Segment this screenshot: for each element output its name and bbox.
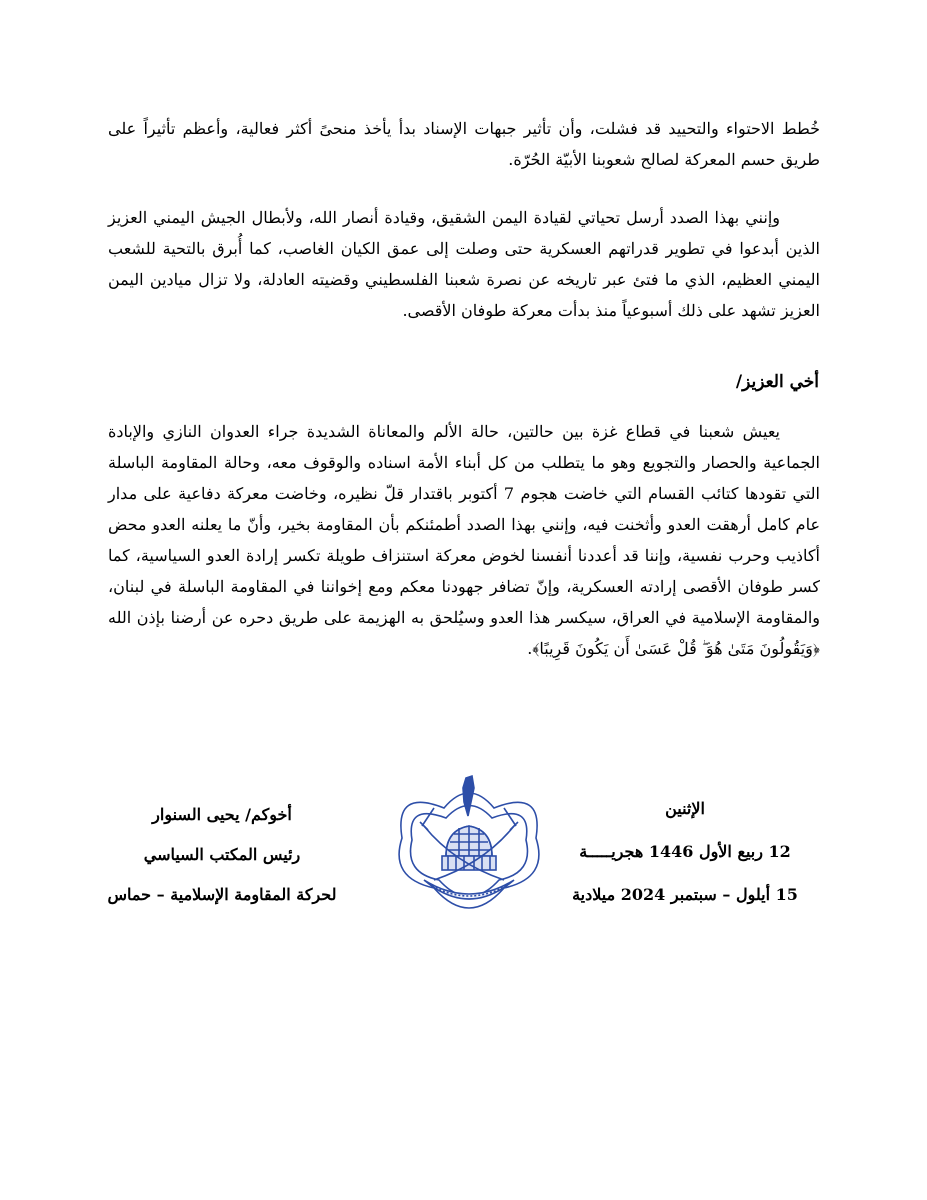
- letter-paragraph-1: [108, 113, 820, 175]
- letter-paragraph-2: [108, 202, 820, 326]
- signature-title: رئيس المكتب السياسي: [143, 845, 301, 864]
- hamas-emblem-icon: [384, 768, 554, 928]
- paragraph-2-text: وإنني بهذا الصدد أرسل تحياتي لقيادة اليمن الشقيق، وقيادة أنصار الله، ولأبطال الجيش اليمني العزيز الذين أبدعوا في تطوير قدراتهم العسكرية حتى وصلت إلى عمق الكيان الغاصب، كما أُبرق بالتحية للشعب اليمني العظيم، الذي ما فتئ عبر تاريخه عن نصرة شعبنا الفلسطيني وقضيته العادلة، ولا تزال ميادين اليمن العزيز تشهد على ذلك أسبوعياً منذ بدأت معركة طوفان الأقصى.: [108, 208, 820, 320]
- signature-block: [72, 795, 372, 915]
- signature-organization: لحركة المقاومة الإسلامية – حماس: [107, 885, 337, 904]
- date-day: الإثنين: [665, 799, 705, 818]
- paragraph-3-text: يعيش شعبنا في قطاع غزة بين حالتين، حالة الألم والمعاناة الشديدة جراء العدوان النازي والإبادة الجماعية والحصار والتجويع وهو ما يتطلب من كل أبناء الأمة اسناده والوقوف معه، وحالة المقاومة الباسلة التي تقودها كتائب القسام التي خاضت هجوم 7 أكتوبر باقتدار قلّ نظيره، وخاضت معركة دفاعية على مدار عام كامل أرهقت العدو وأثخنت فيه، وإنني بهذا الصدد أطمئنكم بأن المقاومة بخير، وأنّ ما يعلنه العدو محض أكاذيب وحرب نفسية، وإننا قد أعددنا أنفسنا لخوض معركة استنزاف طويلة تكسر إرادة العدو السياسية، كما كسر طوفان الأقصى إرادته العسكرية، وإنّ تضافر جهودنا معكم ومع إخواننا في المقاومة الباسلة في لبنان، والمقاومة الإسلامية في العراق، سيكسر هذا العدو وسيُلحق به الهزيمة على طريق دحره عن أرضنا بإذن الله ﴿وَيَقُولُونَ مَتَىٰ هُوَ ۖ قُلْ عَسَىٰ أَن يَكُونَ قَرِيبًا﴾.: [108, 422, 820, 658]
- signature-name: أخوكم/ يحيى السنوار: [152, 805, 292, 824]
- date-gregorian: 15 أيلول – سبتمبر 2024 ميلادية: [572, 885, 798, 904]
- salutation-heading: أخي العزيز/: [735, 372, 819, 392]
- date-block: [540, 787, 830, 916]
- paragraph-1-text: خُطط الاحتواء والتحييد قد فشلت، وأن تأثير جبهات الإسناد بدأ يأخذ منحىً أكثر فعالية، وأعظم تأثيراً على طريق حسم المعركة لصالح شعوبنا الأبيّة الحُرّة.: [108, 119, 820, 169]
- letter-paragraph-3: [108, 416, 820, 664]
- date-hijri: 12 ربيع الأول 1446 هجريـــــة: [579, 842, 791, 861]
